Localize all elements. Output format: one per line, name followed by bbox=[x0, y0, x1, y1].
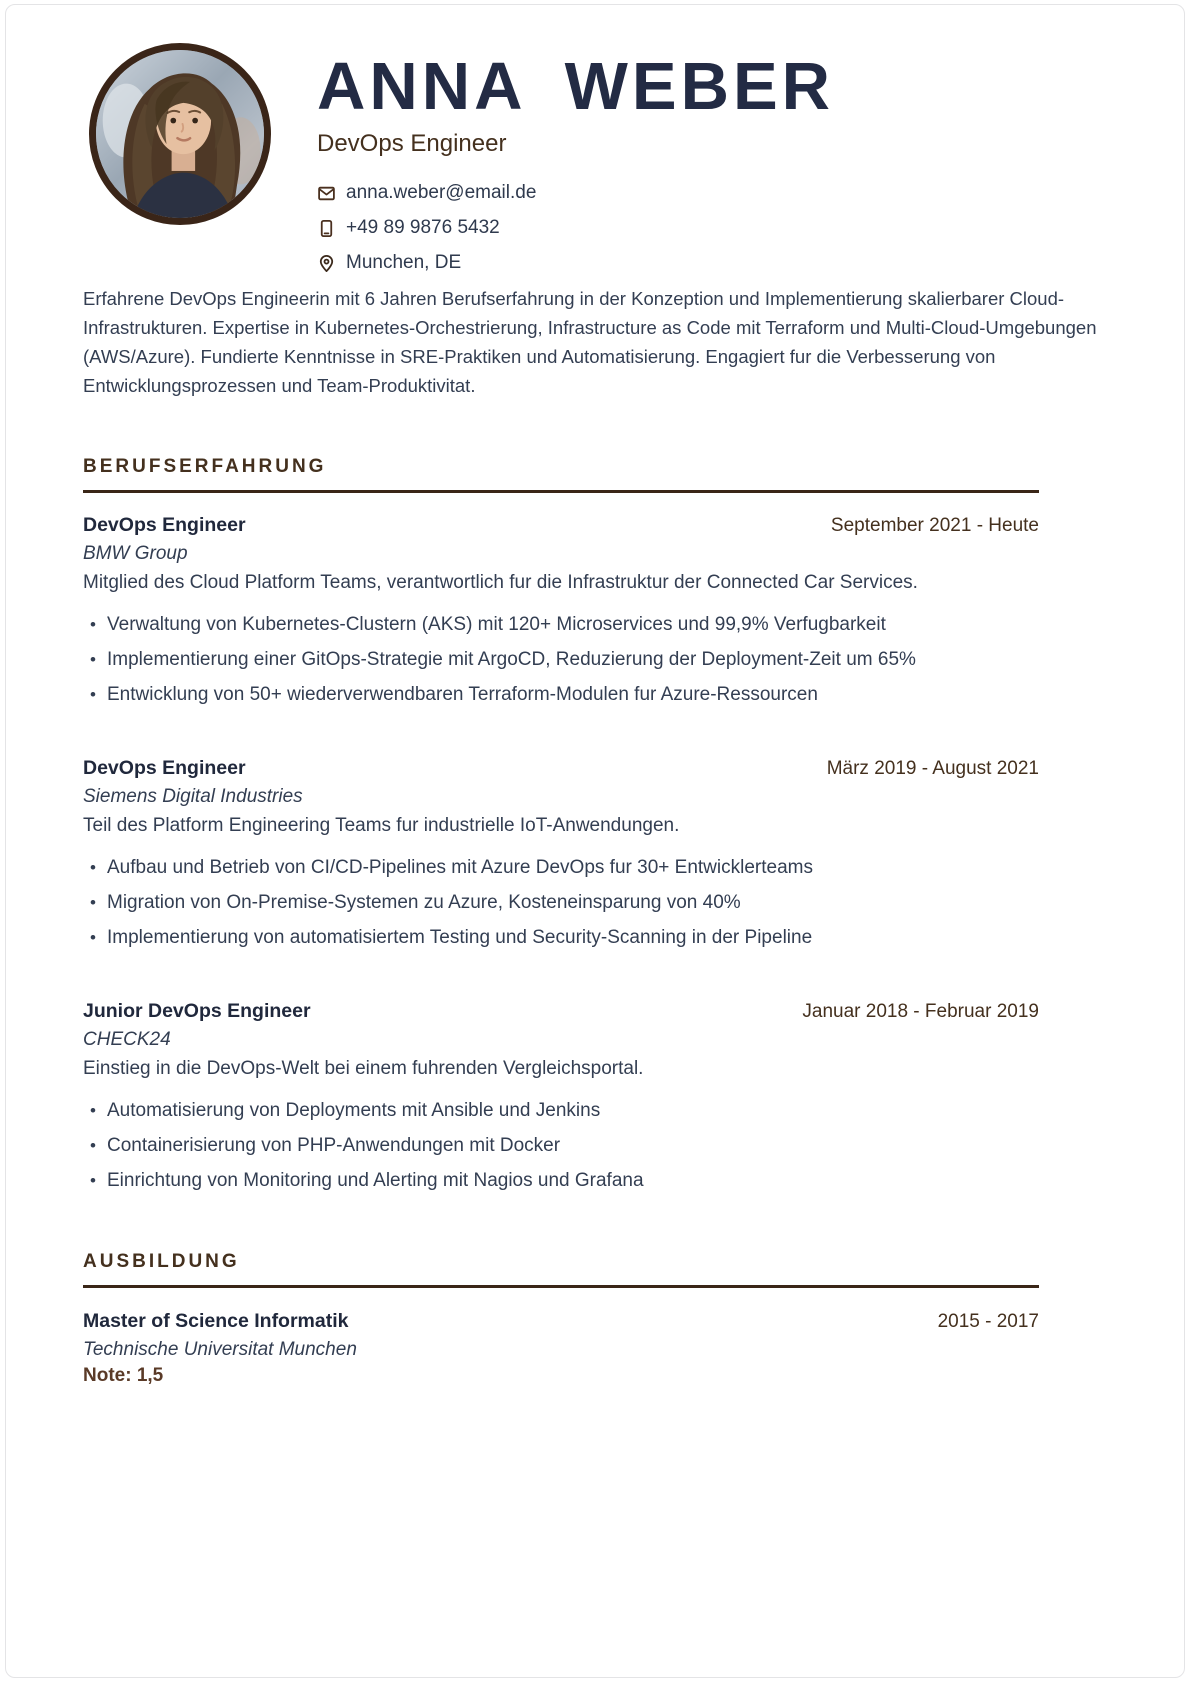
contact-email: anna.weber@email.de bbox=[346, 182, 537, 203]
job-dates: September 2021 - Heute bbox=[830, 515, 1039, 536]
section-education bbox=[83, 1251, 1039, 1387]
person-role: DevOps Engineer bbox=[317, 130, 507, 157]
job-entry bbox=[83, 514, 1039, 709]
job-entry bbox=[83, 757, 1039, 952]
header bbox=[83, 43, 1107, 274]
education-degree: Master of Science Informatik bbox=[83, 1310, 349, 1332]
contact-phone: +49 89 9876 5432 bbox=[346, 217, 500, 238]
education-entry bbox=[83, 1310, 1039, 1387]
summary-paragraph: Erfahrene DevOps Engineerin mit 6 Jahren Berufserfahrung in der Konzeption und Implementierung skalierbarer Cloud-Infrastrukturen. Expertise in Kubernetes-Orchestrierung, Infrastructure as Code mit Terraform und Multi-Cloud-Umgebungen (AWS/Azure). Fundierte Kenntnisse in SRE-Praktiken und Automatisierung. Engagiert fur die Verbesserung von Entwicklungsprozessen und Team-Produktivitat. bbox=[83, 288, 1097, 396]
job-entry bbox=[83, 1000, 1039, 1195]
job-bullet: • Containerisierung von PHP-Anwendungen mit Docker bbox=[107, 1132, 1039, 1160]
envelope-icon bbox=[317, 184, 336, 203]
job-company: BMW Group bbox=[83, 543, 188, 564]
map-pin-icon bbox=[317, 254, 336, 273]
job-title: DevOps Engineer bbox=[83, 514, 246, 536]
job-bullet: • Migration von On-Premise-Systemen zu Azure, Kosteneinsparung von 40% bbox=[107, 889, 1039, 917]
job-head bbox=[83, 1000, 1039, 1023]
profile-photo bbox=[89, 43, 271, 225]
job-bullet: • Aufbau und Betrieb von CI/CD-Pipelines mit Azure DevOps fur 30+ Entwicklerteams bbox=[107, 854, 1039, 882]
job-bullet: • Automatisierung von Deployments mit Ansible und Jenkins bbox=[107, 1097, 1039, 1125]
contact-phone-row bbox=[317, 217, 834, 239]
job-description: Teil des Platform Engineering Teams fur industrielle IoT-Anwendungen. bbox=[83, 815, 680, 836]
job-bullet-list bbox=[83, 1097, 1039, 1195]
job-bullet: • Implementierung von automatisiertem Testing und Security-Scanning in der Pipeline bbox=[107, 924, 1039, 952]
job-bullet: • Implementierung einer GitOps-Strategie mit ArgoCD, Reduzierung der Deployment-Zeit um 65% bbox=[107, 646, 1039, 674]
job-bullet: • Verwaltung von Kubernetes-Clustern (AKS) mit 120+ Microservices und 99,9% Verfugbarkeit bbox=[107, 611, 1039, 639]
job-head bbox=[83, 514, 1039, 537]
education-school: Technische Universitat Munchen bbox=[83, 1339, 357, 1360]
contact-list bbox=[317, 182, 834, 274]
job-bullet: • Einrichtung von Monitoring und Alerting mit Nagios und Grafana bbox=[107, 1167, 1039, 1195]
job-title: DevOps Engineer bbox=[83, 757, 246, 779]
job-company: Siemens Digital Industries bbox=[83, 786, 303, 807]
portrait-illustration bbox=[96, 50, 264, 218]
job-dates: Januar 2018 - Februar 2019 bbox=[802, 1001, 1039, 1022]
resume-content bbox=[6, 5, 1184, 1387]
contact-location-row bbox=[317, 252, 834, 274]
education-grade: Note: 1,5 bbox=[83, 1365, 164, 1386]
job-description: Einstieg in die DevOps-Welt bei einem fuhrenden Vergleichsportal. bbox=[83, 1058, 644, 1079]
section-divider bbox=[83, 490, 1039, 493]
education-dates: 2015 - 2017 bbox=[937, 1311, 1039, 1332]
job-title: Junior DevOps Engineer bbox=[83, 1000, 311, 1022]
job-head bbox=[83, 757, 1039, 780]
section-experience bbox=[83, 456, 1039, 1195]
section-divider bbox=[83, 1285, 1039, 1288]
job-bullet-list bbox=[83, 611, 1039, 709]
job-dates: März 2019 - August 2021 bbox=[826, 758, 1039, 779]
education-heading: AUSBILDUNG bbox=[83, 1251, 240, 1272]
job-bullet-list bbox=[83, 854, 1039, 952]
mobile-phone-icon bbox=[317, 219, 336, 238]
resume-page bbox=[5, 4, 1185, 1678]
contact-location: Munchen, DE bbox=[346, 252, 462, 273]
job-company: CHECK24 bbox=[83, 1029, 171, 1050]
person-name: ANNA WEBER bbox=[317, 49, 835, 124]
header-main bbox=[317, 43, 834, 274]
job-bullet: • Entwicklung von 50+ wiederverwendbaren Terraform-Modulen fur Azure-Ressourcen bbox=[107, 681, 1039, 709]
job-description: Mitglied des Cloud Platform Teams, verantwortlich fur die Infrastruktur der Connected Car Services. bbox=[83, 572, 918, 593]
experience-heading: BERUFSERFAHRUNG bbox=[83, 456, 327, 477]
education-head bbox=[83, 1310, 1039, 1333]
contact-email-row bbox=[317, 182, 834, 204]
